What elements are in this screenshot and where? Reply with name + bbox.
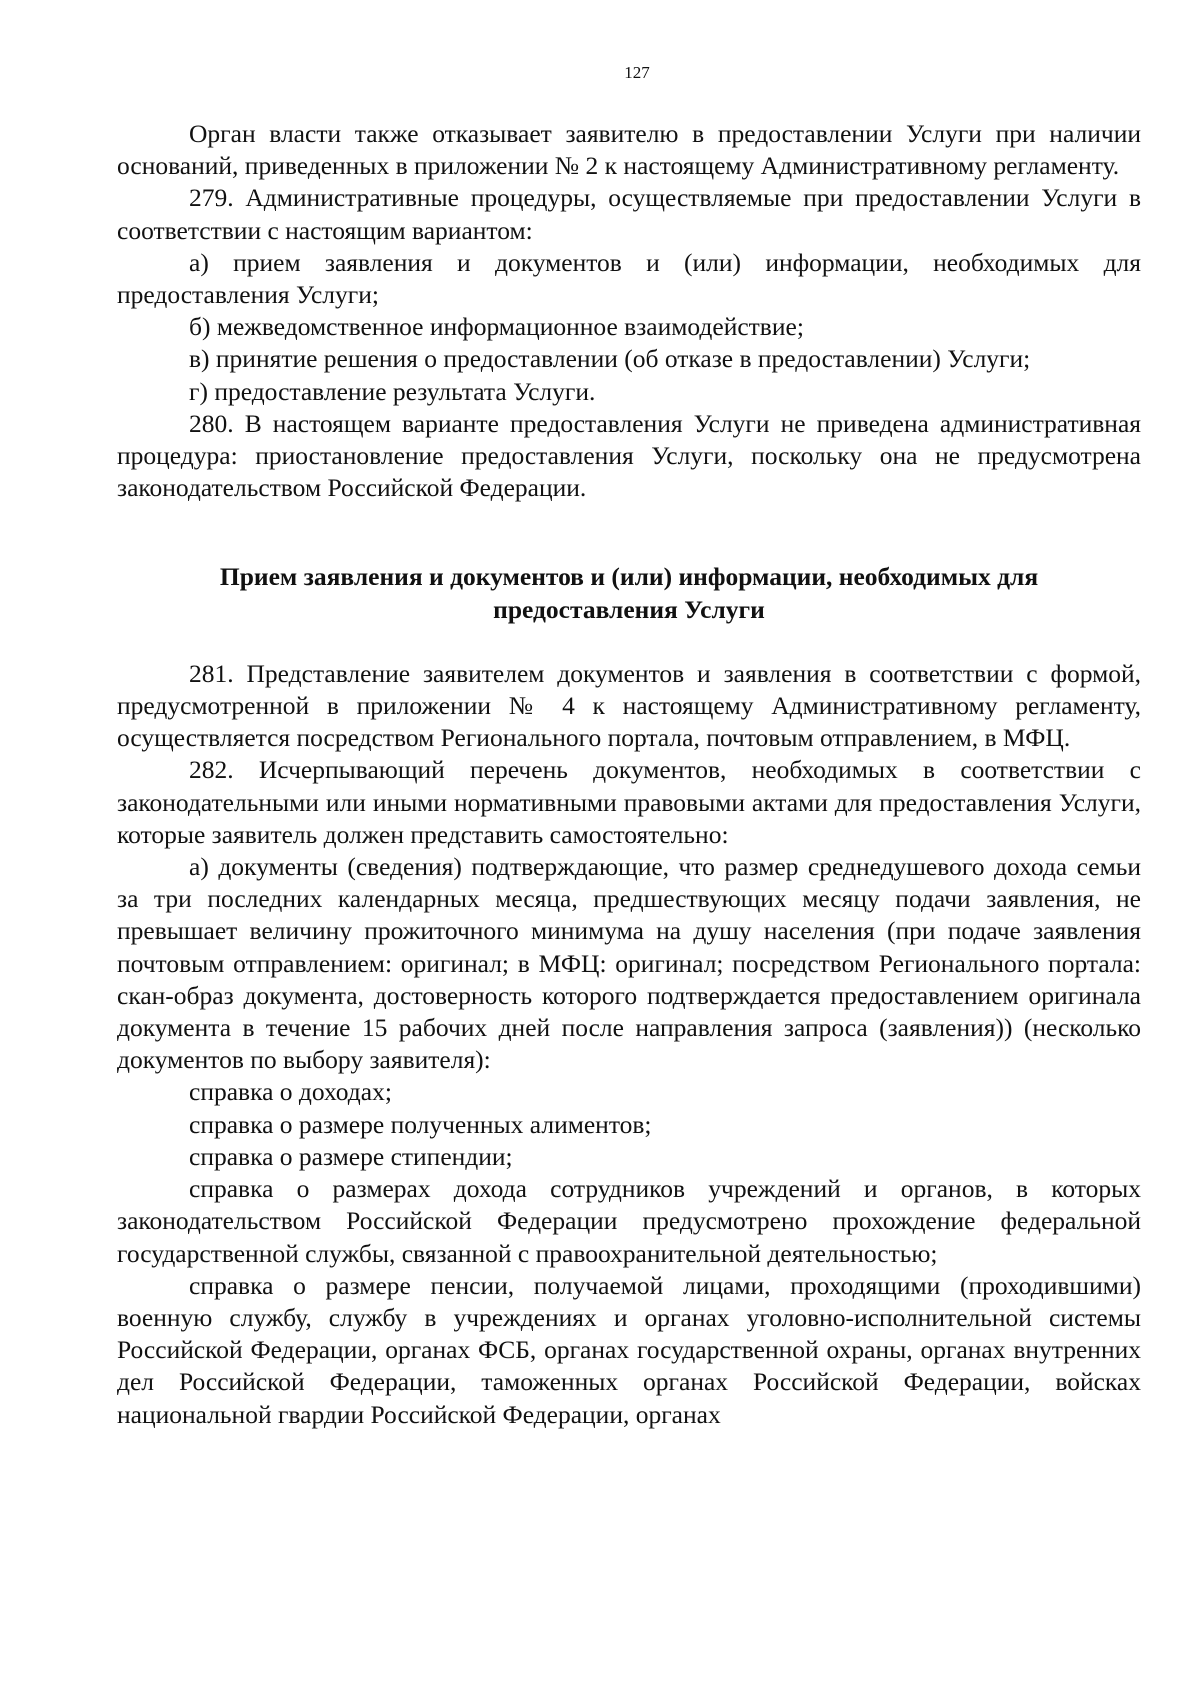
list-item-alimony-certificate: справка о размере полученных алиментов; bbox=[189, 1109, 652, 1139]
paragraph-281: 281. Представление заявителем документов и заявления в соответствии с формой, предусмотренной в приложении № 4 к настоящему Административному регламенту, осуществляется посредством Регионального портала, почтовым отправлением, в МФЦ. bbox=[117, 658, 1141, 753]
document-page bbox=[117, 62, 1141, 1431]
list-item-279-g: г) предоставление результата Услуги. bbox=[189, 376, 596, 406]
list-item-law-enforcement-income: справка о размерах дохода сотрудников учреждений и органов, в которых законодательством Российской Федерации предусмотрено прохождение федеральной государственной службы, связанной с правоохранительной деятельностью; bbox=[117, 1174, 1141, 1268]
paragraph-280: 280. В настоящем варианте предоставления Услуги не приведена административная процедура: приостановление предоставления Услуги, поскольку она не предусмотрена законодательством Российской Федерации. bbox=[117, 408, 1141, 503]
list-item-stipend-certificate: справка о размере стипендии; bbox=[189, 1141, 513, 1171]
list-item-279-b: б) межведомственное информационное взаимодействие; bbox=[189, 312, 804, 342]
list-item-282-a: а) документы (сведения) подтверждающие, что размер среднедушевого дохода семьи за три последних календарных месяца, предшествующих месяцу подачи заявления, не превышает величину прожиточного минимума на душу населения (при подаче заявления почтовым отправлением: оригинал; в МФЦ: оригинал; посредством Регионального портала: скан-образ документа, достоверность которого подтверждается предоставлением оригинала документа в течение 15 рабочих дней после направления запроса (заявления)) (несколько документов по выбору заявителя): bbox=[117, 852, 1141, 1075]
section-heading: Прием заявления и документов и (или) информации, необходимых для предоставления Услуги bbox=[219, 562, 1039, 624]
paragraph-279: 279. Административные процедуры, осуществляемые при предоставлении Услуги в соответствии с настоящим вариантом: bbox=[117, 183, 1141, 245]
page-number: 127 bbox=[624, 63, 650, 82]
list-item-279-v: в) принятие решения о предоставлении (об отказе в предоставлении) Услуги; bbox=[189, 344, 1031, 374]
paragraph-282: 282. Исчерпывающий перечень документов, необходимых в соответствии с законодательными или иными нормативными правовыми актами для предоставления Услуги, которые заявитель должен представить самостоятельно: bbox=[117, 755, 1141, 849]
list-item-pension-certificate: справка о размере пенсии, получаемой лицами, проходящими (проходившими) военную службу, службу в учреждениях и органах уголовно-исполнительной системы Российской Федерации, органах ФСБ, органах государственной охраны, органах внутренних дел Российской Федерации, таможенных органах Российской Федерации, войсках национальной гвардии Российской Федерации, органах bbox=[117, 1270, 1141, 1429]
paragraph-refusal-grounds: Орган власти также отказывает заявителю в предоставлении Услуги при наличии оснований, приведенных в приложении № 2 к настоящему Административному регламенту. bbox=[117, 119, 1141, 181]
list-item-income-certificate: справка о доходах; bbox=[189, 1077, 392, 1107]
list-item-279-a: а) прием заявления и документов и (или) информации, необходимых для предоставления Услуги; bbox=[117, 247, 1141, 310]
